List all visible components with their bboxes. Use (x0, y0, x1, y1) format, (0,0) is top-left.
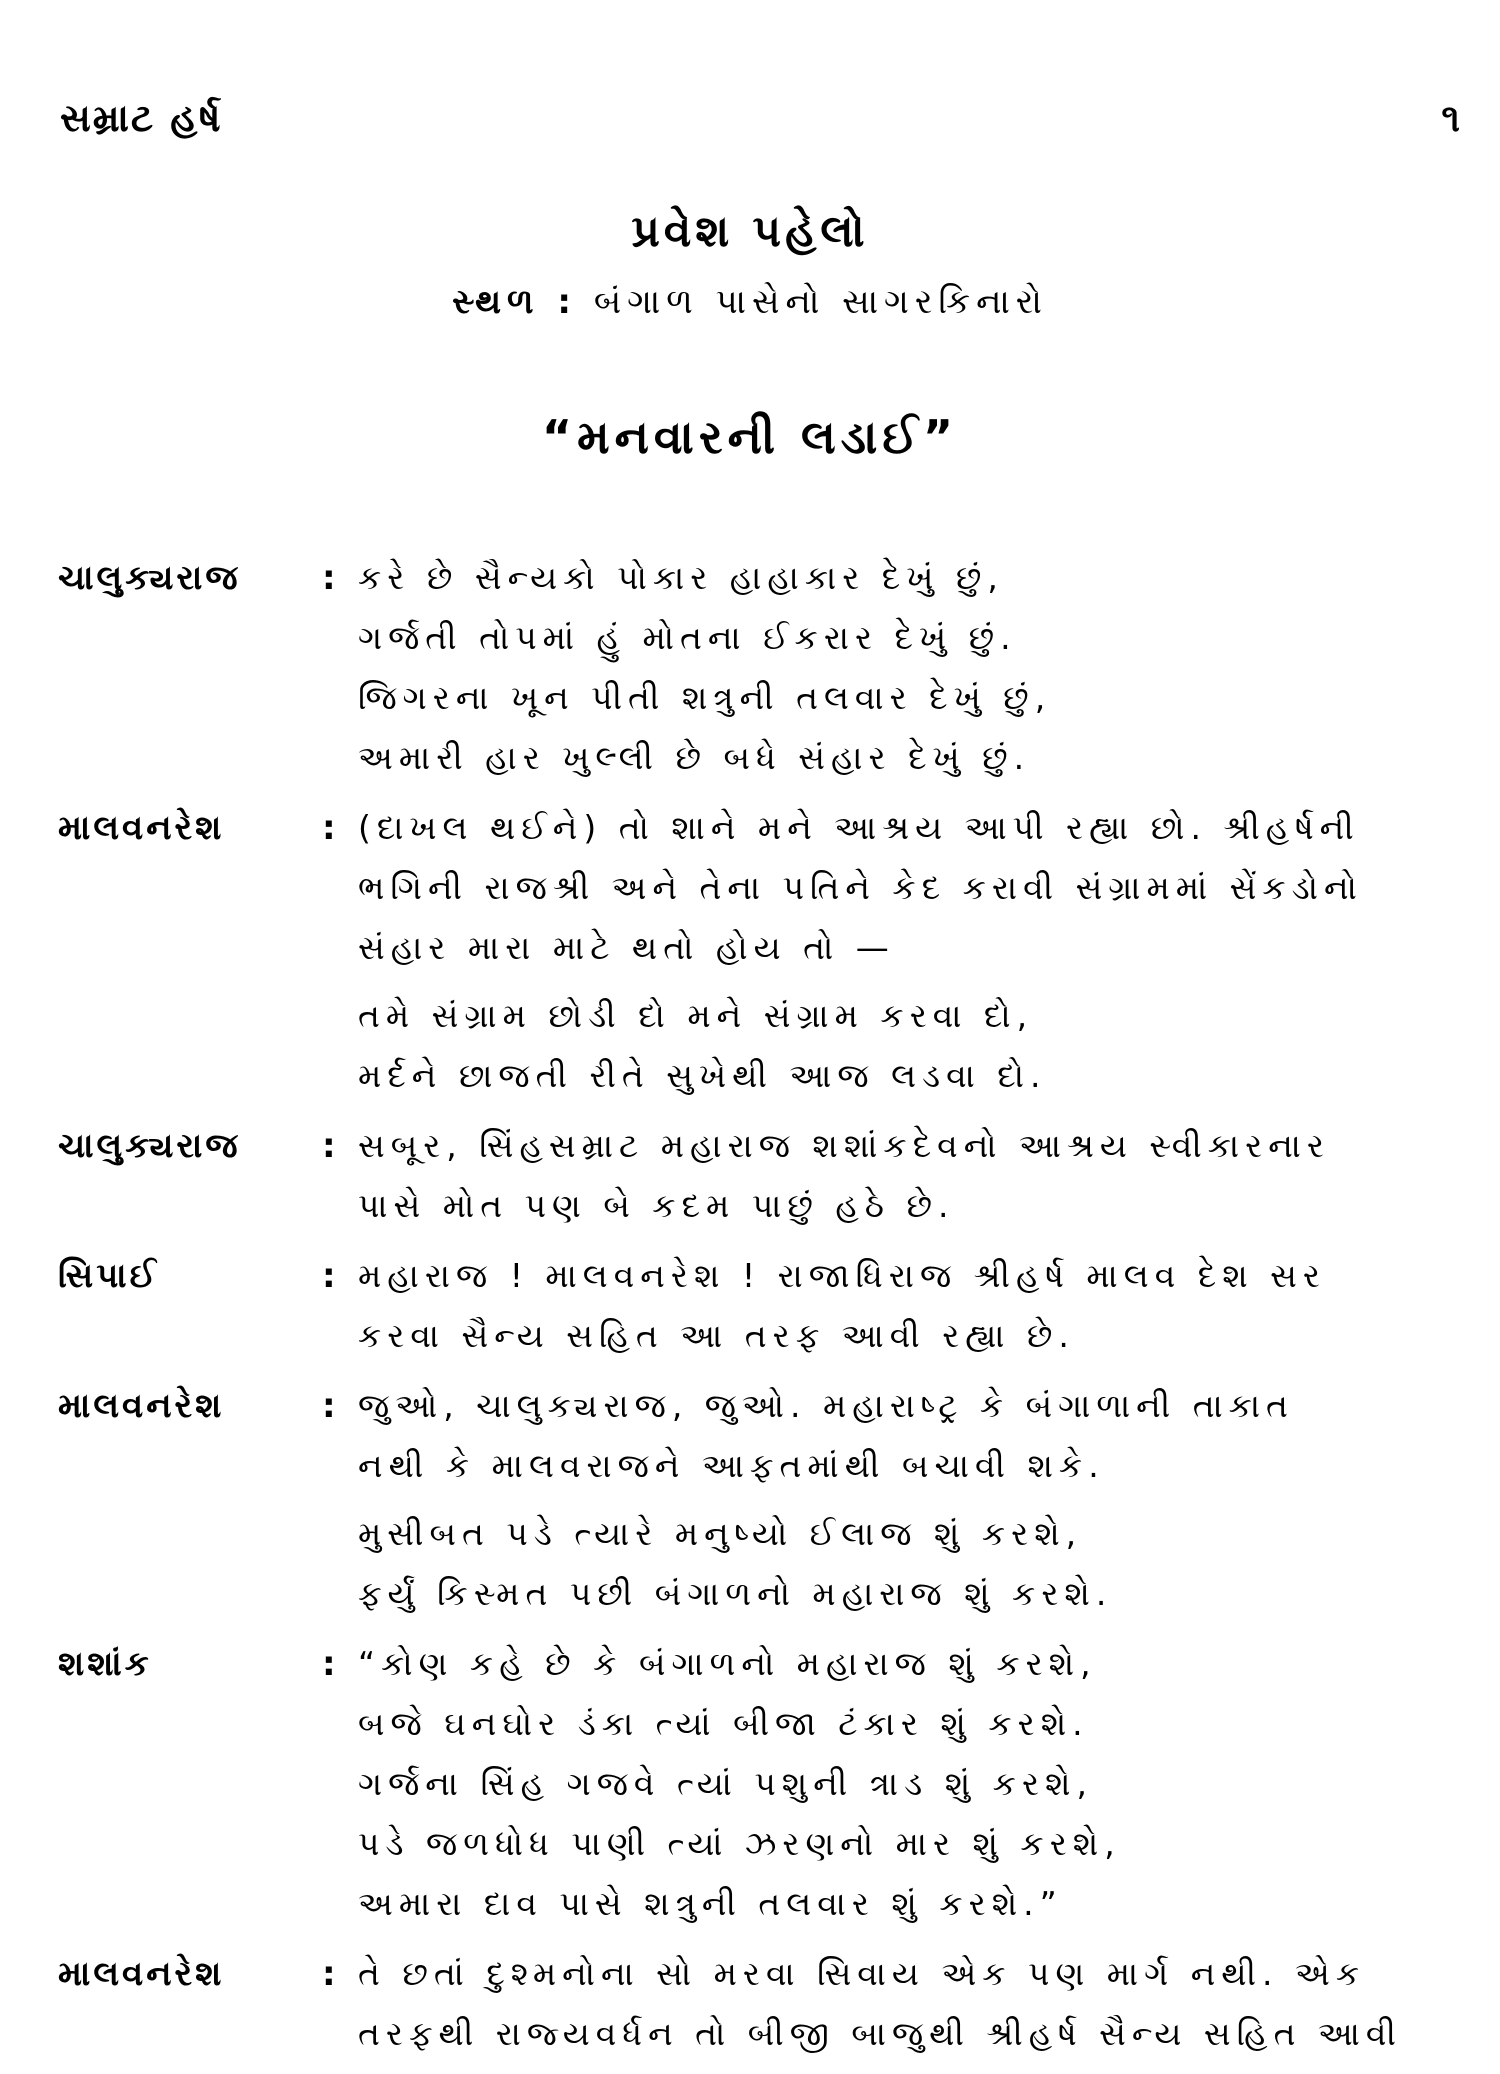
speech (358, 548, 1458, 788)
speech-line: નથી કે માલવરાજને આફતમાંથી બચાવી શકે. (358, 1446, 1105, 1485)
speech-paragraph (358, 1376, 1458, 1496)
speech-line: ગર્જતી તોપમાં હું મોતના ઈકરાર દેખું છું. (358, 618, 1017, 657)
speech-paragraph (358, 1634, 1458, 1934)
speech-line: ભગિની રાજશ્રી અને તેના પતિને કેદ કરાવી સંગ્રામમાં સેંકડોનો (358, 868, 1363, 907)
speaker-name: સિપાઈ (58, 1256, 159, 1296)
dialogue-block (0, 548, 1500, 2074)
speaker-name: માલવનરેશ (58, 1386, 225, 1426)
speech-line: અમારી હાર ખુલ્લી છે બધે સંહાર દેખું છું. (358, 738, 1031, 777)
speech-paragraph (358, 1504, 1458, 1624)
dialogue-entry (0, 548, 1500, 788)
speech-line: સંહાર મારા માટે થતો હોય તો — (358, 928, 895, 967)
location-text: બંગાળ પાસેનો સાગરકિનારો (593, 282, 1048, 322)
speaker-colon: : (322, 808, 336, 848)
speaker-colon: : (322, 1386, 336, 1426)
speech (358, 1944, 1458, 2064)
speech-line: મર્દને છાજતી રીતે સુખેથી આજ લડવા દો. (358, 1056, 1047, 1095)
speech-line: મહારાજ ! માલવનરેશ ! રાજાધિરાજ શ્રીહર્ષ માલવ દેશ સર (358, 1256, 1326, 1295)
speech-line: જુઓ, ચાલુક્યરાજ, જુઓ. મહારાષ્ટ્ર કે બંગાળાની તાકાત (358, 1386, 1294, 1425)
speech-line: સબૂર, સિંહસમ્રાટ મહારાજ શશાંકદેવનો આશ્રય સ્વીકારનાર (358, 1126, 1330, 1165)
speech-line: કરે છે સૈન્યકો પોકાર હાહાકાર દેખું છું, (358, 558, 1004, 597)
speech-line: અમારા દાવ પાસે શત્રુની તલવાર શું કરશે.” (358, 1884, 1063, 1923)
speech (358, 1116, 1458, 1236)
act-heading: પ્રવેશ પહેલો (631, 206, 869, 257)
speaker-colon: : (322, 1126, 336, 1166)
speech-paragraph (358, 986, 1458, 1106)
speaker-name: માલવનરેશ (58, 808, 225, 848)
speech-line: ગર્જના સિંહ ગજવે ત્યાં પશુની ત્રાડ શું કરશે, (358, 1764, 1093, 1803)
speech-paragraph (358, 1944, 1458, 2064)
speaker-colon: : (322, 1644, 336, 1684)
speaker-colon: : (322, 558, 336, 598)
dialogue-entry (0, 1116, 1500, 1236)
speech (358, 1376, 1458, 1624)
speaker-colon: : (322, 1256, 336, 1296)
speaker-name: ચાલુક્યરાજ (58, 558, 241, 598)
speaker-name: માલવનરેશ (58, 1954, 225, 1994)
speech-line: કરવા સૈન્ય સહિત આ તરફ આવી રહ્યા છે. (358, 1316, 1075, 1355)
dialogue-entry (0, 798, 1500, 1106)
running-title: સમ્રાટ હર્ષ (60, 96, 223, 140)
speech-line: તે છતાં દુશ્મનોના સો મરવા સિવાય એક પણ માર્ગ નથી. એક (358, 1954, 1366, 1993)
speech-line: તરફથી રાજ્યવર્ધન તો બીજી બાજુથી શ્રીહર્ષ સૈન્ય સહિત આવી (358, 2014, 1402, 2053)
location-label: સ્થળ : (452, 282, 577, 322)
dialogue-entry (0, 1376, 1500, 1624)
dialogue-entry (0, 1246, 1500, 1366)
speech-line: પડે જળધોધ પાણી ત્યાં ઝરણનો માર શું કરશે, (358, 1824, 1121, 1863)
speech-paragraph (358, 548, 1458, 788)
speaker-colon: : (322, 1954, 336, 1994)
speech-line: તમે સંગ્રામ છોડી દો મને સંગ્રામ કરવા દો, (358, 996, 1034, 1035)
speech (358, 1246, 1458, 1366)
speech-line: ફર્યું કિસ્મત પછી બંગાળનો મહારાજ શું કરશે. (358, 1574, 1113, 1613)
dialogue-entry (0, 1634, 1500, 1934)
speech-paragraph (358, 798, 1458, 978)
speaker-name: ચાલુક્યરાજ (58, 1126, 241, 1166)
scene-title: “મનવારની લડાઈ” (541, 410, 959, 464)
speech (358, 798, 1458, 1106)
dialogue-entry (0, 1944, 1500, 2064)
speaker-name: શશાંક (58, 1644, 152, 1684)
speech-line: “કોણ કહે છે કે બંગાળનો મહારાજ શું કરશે, (358, 1644, 1097, 1683)
page-number: ૧ (1441, 96, 1460, 140)
speech-line: જિગરના ખૂન પીતી શત્રુની તલવાર દેખું છું, (358, 678, 1052, 717)
speech (358, 1634, 1458, 1934)
speech-line: પાસે મોત પણ બે કદમ પાછું હઠે છે. (358, 1186, 955, 1225)
speech-paragraph (358, 1116, 1458, 1236)
speech-line: મુસીબત પડે ત્યારે મનુષ્યો ઈલાજ શું કરશે, (358, 1514, 1083, 1553)
scene-location (0, 282, 1500, 322)
speech-line: (દાખલ થઈને) તો શાને મને આશ્રય આપી રહ્યા છો. શ્રીહર્ષની (358, 808, 1360, 847)
speech-line: બજે ઘનઘોર ડંકા ત્યાં બીજા ટંકાર શું કરશે. (358, 1704, 1089, 1743)
speech-paragraph (358, 1246, 1458, 1366)
